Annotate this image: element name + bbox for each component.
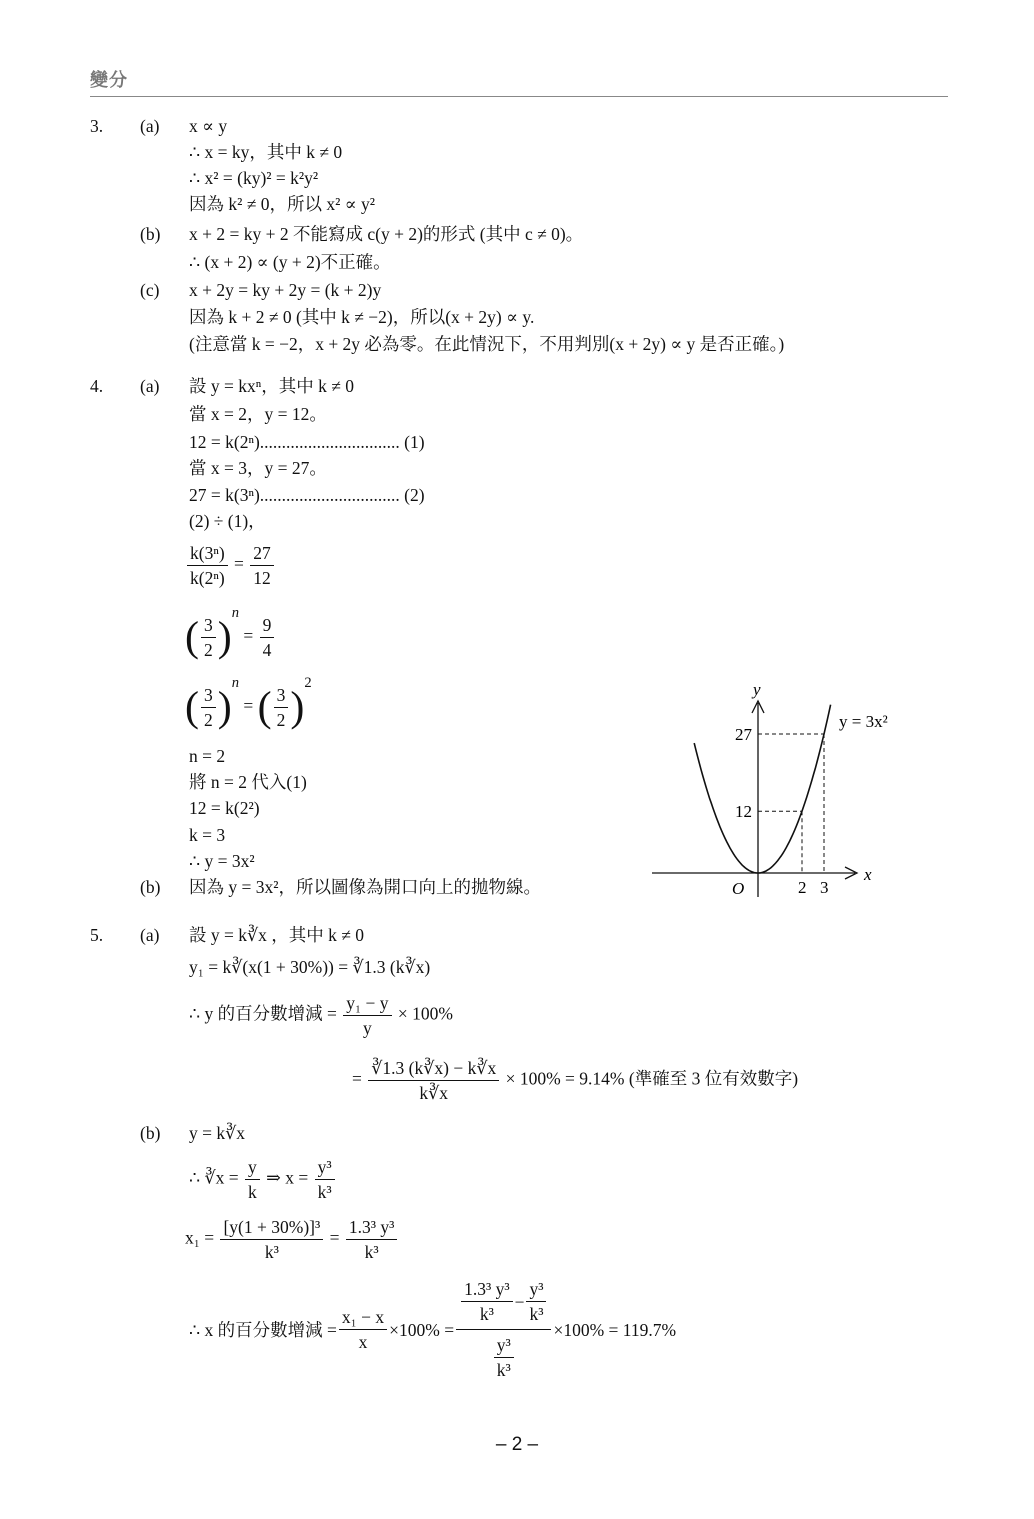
header-rule [90,96,948,97]
math-line: ∴ x² = (ky)² = k²y² [189,168,319,188]
math-line: y₁ = k∛(x(1 + 30%)) = ∛1.3 (k∛x) [189,957,431,977]
math-line: x ∝ y [189,116,228,136]
fraction [260,614,275,661]
y-tick-label-12: 12 [735,802,752,822]
x-tick-label-2: 2 [798,878,807,897]
parabola-curve [694,705,830,873]
fraction-equation [189,1278,676,1381]
numerator: [y(1 + 30%)]³ [220,1216,323,1240]
y-tick-label-27: 27 [735,724,752,744]
compound-fraction [456,1278,551,1381]
math-line: ∴ y = 3x² [189,851,255,871]
math-text: − [514,1291,525,1312]
denominator: k³ [529,1304,544,1324]
fraction [461,1278,513,1325]
math-text: x₁ = [185,1227,215,1248]
fraction [315,1156,335,1203]
fraction-equation: = $\frac{∛1.3 (k∛x) - k∛x}{k∛x}$ × 100% = 9.14% (準確至 3 位有效數字) [352,1058,799,1103]
question-number: 3. [90,116,104,136]
fraction [245,1156,260,1203]
math-line: 當 x = 2，y = 12。 [189,404,327,424]
question-number: 4. [90,376,104,396]
page-header-title: 變分 [90,70,128,91]
numerator: ∛1.3 (k∛x) − k∛x [368,1057,499,1081]
numerator: k(3ⁿ) [187,542,228,566]
part-label: (c) [140,280,160,300]
math-line: 因為 k² ≠ 0，所以 x² ∝ y² [189,194,375,214]
denominator: k(2ⁿ) [190,568,225,588]
numerator: 1.3³ y³ [346,1216,398,1240]
fraction-equation [189,992,453,1039]
question-number: 5. [90,925,104,945]
math-text: ×100% = [389,1319,455,1340]
math-text: ∴ y 的百分數增減 = [189,1003,337,1024]
fraction [250,542,274,589]
fraction [220,1216,323,1263]
denominator: k³ [364,1242,379,1262]
denominator: k³ [317,1182,332,1202]
denominator: k∛x [419,1083,449,1103]
math-line: k = 3 [189,825,226,845]
numerator: 3 [201,614,216,638]
math-line: 設 y = k∛x ，其中 k ≠ 0 [189,925,364,945]
part-label: (b) [140,1123,161,1143]
math-text: ⇒ x = [266,1167,309,1188]
numerator: 1.3³ y³ [461,1278,513,1302]
fraction [339,1306,387,1353]
denominator: x [358,1332,368,1352]
math-line: x + 2 = ky + 2 不能寫成 c(y + 2)的形式 (其中 c ≠ 0)。 [189,224,584,244]
fraction [346,1216,398,1263]
math-line: n = 2 [189,746,226,766]
math-line: 將 n = 2 代入(1) [189,772,307,792]
math-line: 設 y = kxⁿ，其中 k ≠ 0 [189,376,354,396]
math-line: (注意當 k = −2，x + 2y 必為零。在此情況下，不用判別(x + 2y) ∝ y 是否正確。) [189,334,785,354]
numerator: x₁ − x [339,1306,387,1330]
fraction-equation: ( $\frac{3}{2}$ )$^n$ = $\frac{9}{4}$ [185,614,276,661]
math-text: ×100% = 119.7% [553,1319,677,1340]
part-label: (a) [140,925,160,945]
numerator: y₁ − y [343,992,391,1016]
fraction-equation: ( $\frac{3}{2}$ )$^n$ = ( $\frac{3}{2}$ )$^2$ [185,674,312,731]
fraction [274,684,289,731]
denominator: k [248,1182,257,1202]
part-label: (a) [140,116,160,136]
exponent: 2 [304,674,312,691]
parabola-graph [640,675,910,905]
numerator: 3 [201,684,216,708]
compound-numerator [456,1278,551,1330]
math-line: x + 2y = ky + 2y = (k + 2)y [189,280,382,300]
numerator: y³ [315,1156,335,1180]
denominator: k³ [496,1360,511,1380]
math-line: ∴ (x + 2) ∝ (y + 2)不正確。 [189,252,391,272]
y-axis-label: y [753,680,761,699]
fraction-equation [189,1156,337,1203]
denominator: 2 [204,710,213,730]
exponent: n [231,674,240,691]
denominator: k³ [264,1242,279,1262]
math-line: 12 = k(2ⁿ)................................ (1) [189,432,425,452]
x-tick-label-3: 3 [820,878,829,897]
math-line: y = k∛x [189,1123,246,1143]
math-line: (2) ÷ (1)， [189,511,266,531]
math-line: 當 x = 3，y = 27。 [189,458,327,478]
part-label: (b) [140,877,161,897]
numerator: y³ [526,1278,546,1302]
fraction [526,1278,546,1325]
math-line: 12 = k(2²) [189,798,260,818]
fraction-equation: x₁ = $\frac{\text{[y(1 + 30\%)]³}}{\text{k³}}$ = $\frac{\text{1.3³ y³}}{\text{k³}}$ [185,1216,399,1263]
denominator: 4 [262,640,272,660]
denominator: k³ [479,1304,494,1324]
fraction [494,1334,514,1381]
math-line: 因為 k + 2 ≠ 0 (其中 k ≠ −2)，所以(x + 2y) ∝ y. [189,307,535,327]
page-number: – 2 – [495,1434,539,1455]
math-line: 27 = k(3ⁿ)................................ (2) [189,485,425,505]
origin-label: O [732,879,745,898]
numerator: y [245,1156,260,1180]
compound-denominator [489,1330,519,1381]
fraction [187,542,228,589]
part-label: (b) [140,224,161,244]
denominator: 2 [204,640,213,660]
fraction [368,1057,499,1104]
fraction-equation: $\frac{\text{k(3ⁿ)}}{\text{k(2ⁿ)}}$ = $\frac{27}{12}$ [185,542,276,589]
denominator: 2 [276,710,286,730]
numerator: 27 [250,542,274,566]
denominator: 12 [253,568,271,588]
exponent: n [231,604,240,621]
curve-label: y = 3x² [839,712,888,731]
math-line: 因為 y = 3x²，所以圖像為開口向上的拋物線。 [189,877,541,897]
part-label: (a) [140,376,160,396]
fraction [201,614,216,661]
math-line: ∴ x = ky，其中 k ≠ 0 [189,142,343,162]
numerator: 3 [274,684,289,708]
math-text: × 100% = 9.14% (準確至 3 位有效數字) [505,1068,799,1089]
fraction [201,684,216,731]
math-text: ∴ ∛x = [189,1167,239,1188]
denominator: y [363,1018,372,1038]
x-axis-label: x [864,865,872,884]
math-text: ∴ x 的百分數增減 = [189,1319,337,1340]
numerator: y³ [494,1334,514,1358]
math-text: × 100% [397,1003,453,1024]
numerator: 9 [260,614,275,638]
fraction [343,992,391,1039]
